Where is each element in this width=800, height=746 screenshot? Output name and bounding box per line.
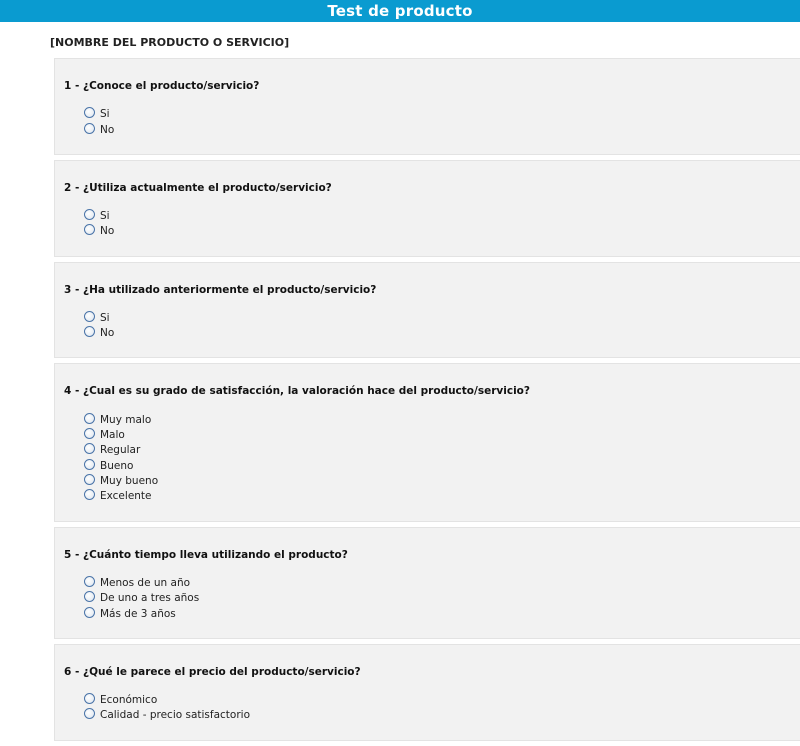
option-label: Menos de un año xyxy=(100,576,191,589)
option-label: Si xyxy=(100,108,110,121)
radio-button[interactable] xyxy=(84,443,95,454)
option-label: Calidad - precio satisfactorio xyxy=(100,709,251,722)
option-q5-mas-de-3[interactable] xyxy=(84,606,800,621)
question-title: 1 - ¿Conoce el producto/servicio? xyxy=(64,80,260,92)
form-header xyxy=(0,0,800,22)
questions-list xyxy=(54,58,800,746)
option-q4-excelente[interactable] xyxy=(84,489,800,504)
question-5 xyxy=(54,527,800,639)
option-q3-no[interactable] xyxy=(84,326,800,341)
radio-button[interactable] xyxy=(84,413,95,424)
option-q4-muy-bueno[interactable] xyxy=(84,474,800,489)
radio-button[interactable] xyxy=(84,459,95,470)
radio-button[interactable] xyxy=(84,311,95,322)
question-title: 6 - ¿Qué le parece el precio del producto/servicio? xyxy=(64,665,361,678)
option-q1-no[interactable] xyxy=(84,122,800,137)
option-label: Excelente xyxy=(100,490,152,503)
option-q4-bueno[interactable] xyxy=(84,459,800,474)
question-2 xyxy=(54,160,800,257)
option-q4-malo[interactable] xyxy=(84,428,800,443)
radio-button[interactable] xyxy=(84,693,95,704)
radio-button[interactable] xyxy=(84,576,95,587)
radio-button[interactable] xyxy=(84,474,95,485)
option-label: De uno a tres años xyxy=(100,592,200,605)
option-label: No xyxy=(100,327,115,340)
option-label: Si xyxy=(100,209,110,222)
option-q5-menos-de-un-ano[interactable] xyxy=(84,576,800,591)
option-label: Si xyxy=(100,311,110,324)
question-title: 4 - ¿Cual es su grado de satisfacción, la valoración hace del producto/servicio? xyxy=(64,385,530,398)
option-q2-no[interactable] xyxy=(84,224,800,239)
question-title: 2 - ¿Utiliza actualmente el producto/servicio? xyxy=(64,181,332,194)
option-label: Muy bueno xyxy=(100,475,159,488)
question-6 xyxy=(54,644,800,741)
option-q1-si[interactable] xyxy=(84,107,800,122)
radio-button[interactable] xyxy=(84,591,95,602)
form-title: Test de producto xyxy=(327,2,473,20)
product-name: [NOMBRE DEL PRODUCTO O SERVICIO] xyxy=(50,36,290,49)
radio-button[interactable] xyxy=(84,326,95,337)
option-label: No xyxy=(100,123,115,136)
option-label: Regular xyxy=(100,444,141,457)
radio-button[interactable] xyxy=(84,708,95,719)
radio-button[interactable] xyxy=(84,107,95,118)
option-label: Muy malo xyxy=(100,413,152,426)
option-q4-regular[interactable] xyxy=(84,443,800,458)
option-q6-economico[interactable] xyxy=(84,693,800,708)
option-q2-si[interactable] xyxy=(84,209,800,224)
radio-button[interactable] xyxy=(84,607,95,618)
question-4 xyxy=(54,363,800,521)
option-q6-calidad-precio[interactable] xyxy=(84,708,800,723)
radio-button[interactable] xyxy=(84,123,95,134)
question-1 xyxy=(54,58,800,155)
option-label: Malo xyxy=(100,428,125,441)
option-label: Económico xyxy=(100,694,158,707)
question-title: 3 - ¿Ha utilizado anteriormente el producto/servicio? xyxy=(64,283,377,296)
radio-button[interactable] xyxy=(84,224,95,235)
option-q3-si[interactable] xyxy=(84,311,800,326)
radio-button[interactable] xyxy=(84,428,95,439)
option-label: No xyxy=(100,225,115,238)
question-3 xyxy=(54,262,800,359)
question-title: 5 - ¿Cuánto tiempo lleva utilizando el producto? xyxy=(64,548,348,561)
option-label: Más de 3 años xyxy=(100,607,176,620)
option-q4-muy-malo[interactable] xyxy=(84,412,800,427)
radio-button[interactable] xyxy=(84,209,95,220)
radio-button[interactable] xyxy=(84,489,95,500)
option-label: Bueno xyxy=(100,459,134,472)
option-q5-uno-a-tres[interactable] xyxy=(84,591,800,606)
